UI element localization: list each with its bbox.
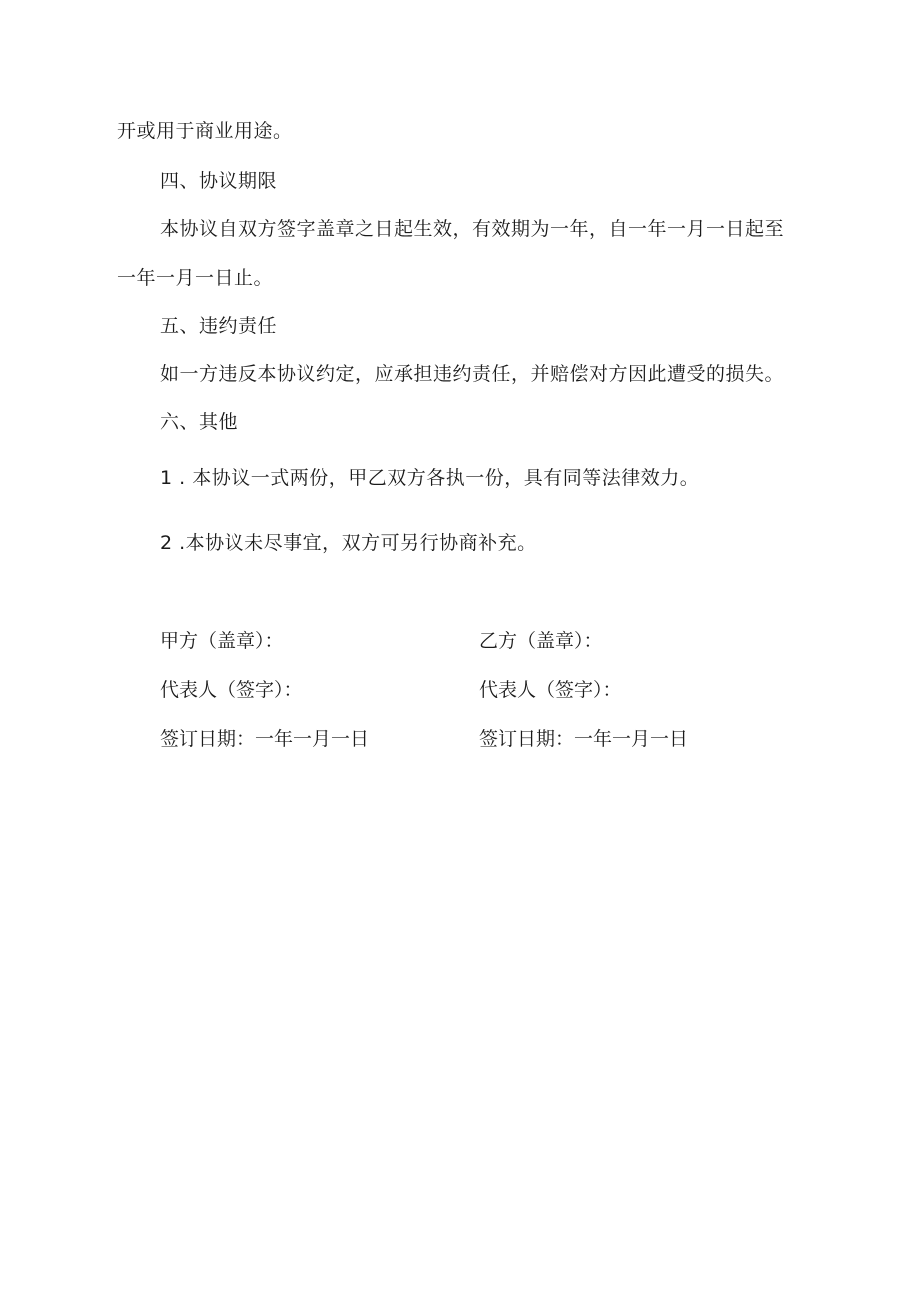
signature-row-representative	[160, 678, 760, 702]
paragraph-term-line-1: 本协议自双方签字盖章之日起生效，有效期为一年，自一年一月一日起至	[160, 218, 785, 240]
signature-row-date	[160, 727, 760, 751]
list-item-2: 2 .本协议未尽事宜，双方可另行协商补充。	[160, 532, 537, 554]
party-b-seal-label: 乙方（盖章）：	[479, 630, 603, 652]
party-a-date-label: 签订日期：一年一月一日	[160, 728, 370, 750]
section-heading-liability: 五、违约责任	[160, 315, 278, 337]
section-heading-term: 四、协议期限	[160, 170, 278, 192]
party-a-seal-label: 甲方（盖章）：	[160, 630, 284, 652]
paragraph-term-line-2: 一年一月一日止。	[117, 267, 274, 289]
paragraph-continuation: 开或用于商业用途。	[117, 120, 293, 142]
party-b-representative-label: 代表人（签字）：	[479, 679, 622, 701]
party-a-representative-label: 代表人（签字）：	[160, 679, 303, 701]
signature-row-seal	[160, 629, 760, 653]
party-b-date-label: 签订日期：一年一月一日	[479, 728, 689, 750]
list-item-1: 1 . 本协议一式两份，甲乙双方各执一份，具有同等法律效力。	[160, 467, 700, 489]
section-heading-other: 六、其他	[160, 411, 239, 433]
paragraph-liability: 如一方违反本协议约定，应承担违约责任，并赔偿对方因此遭受的损失。	[160, 363, 785, 385]
